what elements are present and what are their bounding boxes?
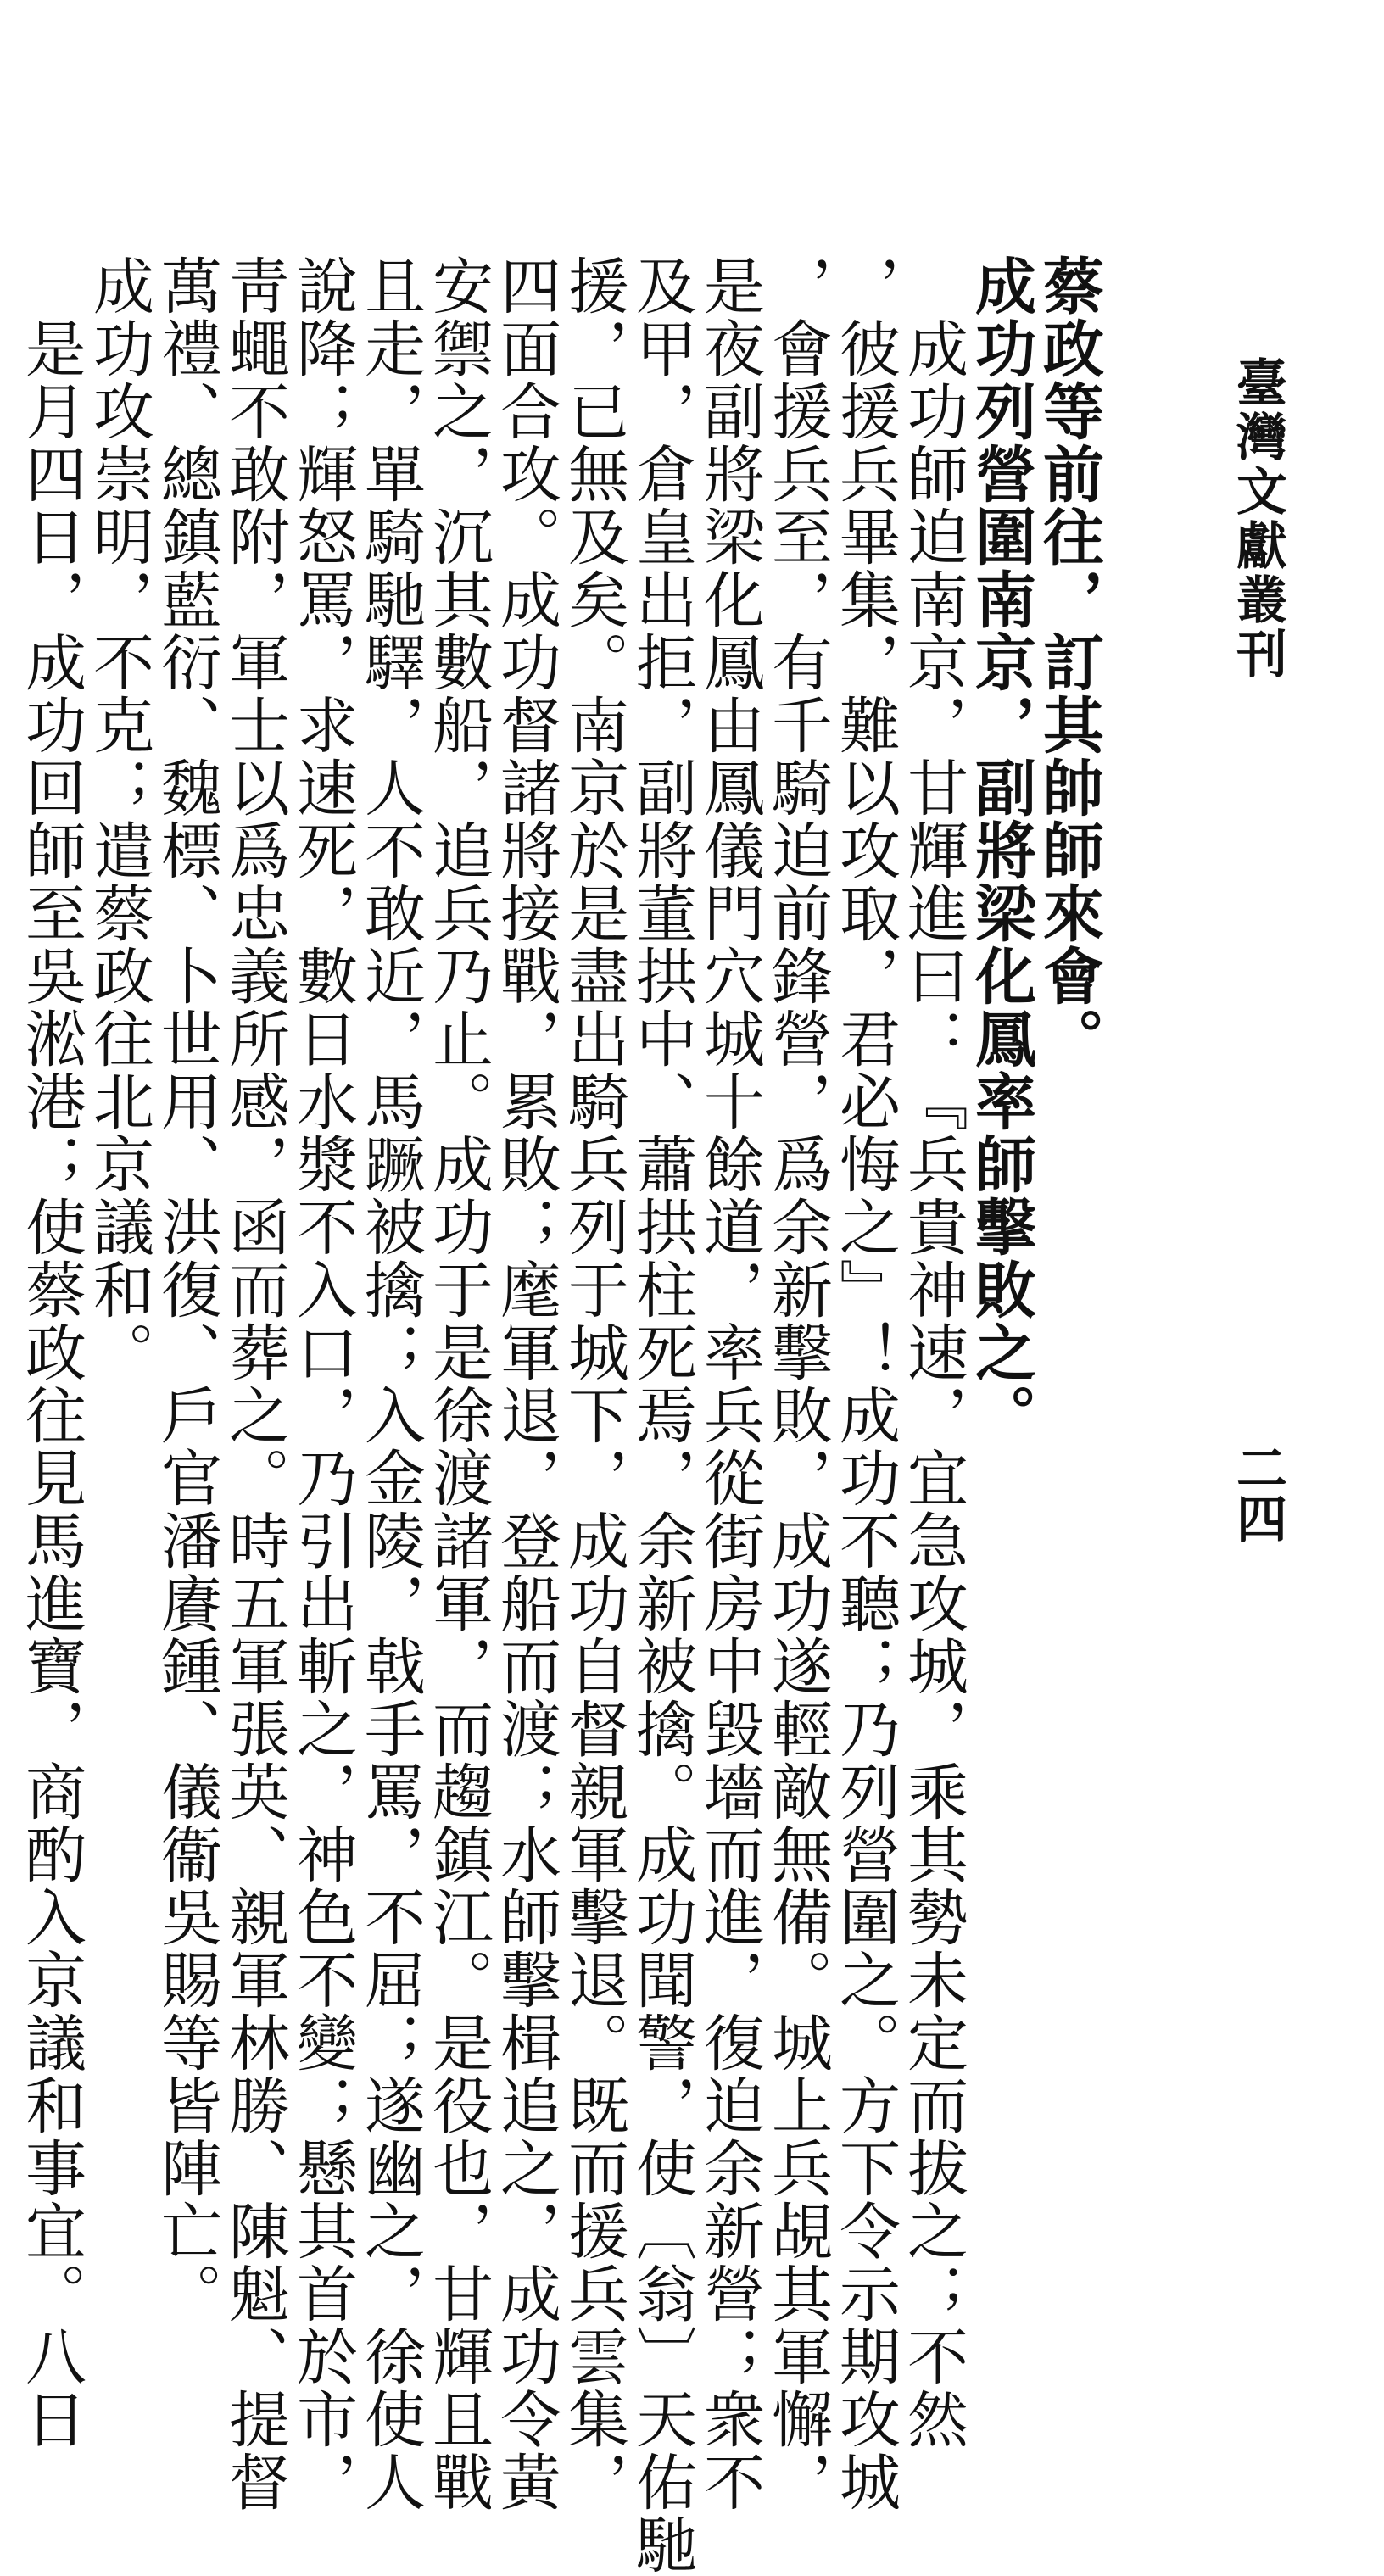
text-column: 且走，單騎馳驛，人不敢近，馬蹶被擒；入金陵，戟手罵，不屈；遂幽之，徐使人	[354, 254, 426, 2513]
page-number: 二四	[1228, 1441, 1287, 1543]
body-text	[15, 254, 1105, 2576]
text-column: ，會援兵至，有千騎迫前鋒營，爲余新擊敗，成功遂輕敵無備。城上兵覘其軍懈，	[762, 254, 833, 2513]
running-header-title: 臺灣文獻叢刊	[1228, 356, 1287, 682]
text-column: 萬禮、總鎮藍衍、魏標、卜世用、洪復、戶官潘賡鍾、儀衞吳賜等皆陣亡。	[151, 254, 222, 2325]
text-column: 安禦之，沉其數船，追兵乃止。成功于是徐渡諸軍，而趨鎮江。是役也，甘輝且戰	[422, 254, 494, 2513]
text-column: 四面合攻。成功督諸將接戰，累敗；麾軍退，登船而渡；水師擊楫追之，成功令黃	[490, 254, 561, 2513]
section-heading: 成功列營圍南京，副將梁化鳳率師擊敗之。	[965, 254, 1037, 1447]
section-heading: 蔡政等前往，訂其帥師來會。	[1033, 254, 1105, 1070]
text-column: 是夜副將梁化鳳由鳳儀門穴城十餘道，率兵從街房中毀墻而進，復迫余新營；衆不	[694, 254, 765, 2513]
text-column: 說降；輝怒罵，求速死，數日水漿不入口，乃引出斬之，神色不變；懸其首於市，	[287, 254, 358, 2513]
text-column: 及甲，倉皇出拒，副將董拱中、蕭拱柱死焉，余新被擒。成功聞警，使〔翁〕天佑馳	[626, 254, 697, 2576]
text-column: ，彼援兵畢集，難以攻取，君必悔之』！成功不聽；乃列營圍之。方下令示期攻城	[829, 254, 901, 2513]
text-column: 成功攻崇明，不克；遣蔡政往北京議和。	[83, 254, 154, 1384]
text-column: 成功師迫南京，甘輝進曰：『兵貴神速，宜急攻城，乘其勢未定而拔之；不然	[897, 317, 968, 2451]
text-column: 援，已無及矣。南京於是盡出騎兵列于城下，成功自督親軍擊退。既而援兵雲集，	[558, 254, 629, 2513]
text-column: 是月四日，成功回師至吳淞港；使蔡政往見馬進寶，商酌入京議和事宜。八日	[15, 317, 86, 2451]
text-column: 靑蠅不敢附，軍士以爲忠義所感，函而葬之。時五軍張英、親軍林勝、陳魁、提督	[219, 254, 290, 2513]
